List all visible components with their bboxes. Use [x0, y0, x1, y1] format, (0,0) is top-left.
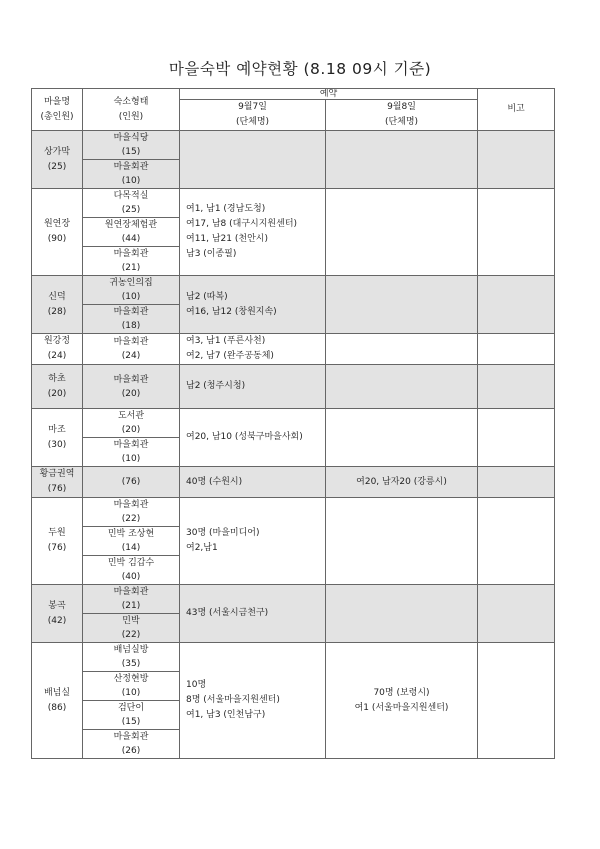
- header-day1: 9월7일 (단체명): [180, 100, 326, 131]
- table-row: [32, 409, 555, 438]
- cell-line: 여17, 남8 (대구시지원센터): [186, 219, 298, 229]
- lodging-cell: [83, 730, 180, 759]
- day1-cell: [180, 365, 326, 409]
- day2-cell: [326, 131, 478, 189]
- cell-line: 여11, 남21 (천안시): [186, 234, 268, 244]
- cell-line: 원연장: [43, 219, 71, 229]
- header-village: 마을명 (총인원): [32, 89, 83, 131]
- village-name-cell: [32, 276, 83, 334]
- lodging-cell: [83, 672, 180, 701]
- cell-line: 여1 (서울마을지원센터): [354, 702, 449, 713]
- cell-line: (90): [47, 234, 67, 244]
- cell-line: 민박 조상현: [107, 529, 155, 539]
- cell-line: (25): [121, 205, 141, 215]
- lodging-cell: [83, 189, 180, 218]
- table-row: [32, 189, 555, 218]
- cell-line: 신덕: [48, 291, 66, 302]
- cell-line: (35): [121, 659, 141, 669]
- cell-line: (42): [47, 615, 67, 626]
- cell-line: (22): [121, 630, 141, 640]
- cell-line: 남2 (따복): [186, 291, 228, 302]
- day2-cell: [326, 409, 478, 467]
- day2-cell: [326, 276, 478, 334]
- cell-line: 마을회관: [113, 337, 149, 347]
- cell-line: (10): [121, 176, 141, 186]
- cell-line: (22): [121, 514, 141, 524]
- remarks-cell: [478, 498, 555, 585]
- lodging-cell: [83, 614, 180, 643]
- cell-line: 남3 (이종필): [186, 249, 237, 259]
- cell-line: 귀농인의집: [109, 278, 153, 288]
- cell-line: (76): [47, 484, 67, 494]
- village-name-cell: [32, 467, 83, 498]
- cell-line: 다목적실: [113, 191, 149, 201]
- table-row: [32, 498, 555, 527]
- day2-cell: [326, 334, 478, 365]
- cell-line: 70명 (보령시): [373, 687, 430, 698]
- remarks-cell: [478, 409, 555, 467]
- cell-line: (21): [121, 601, 141, 611]
- cell-line: (76): [47, 543, 67, 553]
- cell-line: (20): [121, 388, 141, 399]
- reservation-table: [31, 88, 555, 759]
- cell-line: 마을회관: [113, 162, 149, 172]
- cell-line: 원강정: [43, 336, 71, 346]
- cell-line: (20): [47, 388, 67, 399]
- remarks-cell: [478, 585, 555, 643]
- cell-line: (15): [121, 147, 141, 157]
- table-row: [32, 365, 555, 409]
- cell-line: 여1, 남1 (경남도청): [186, 204, 266, 214]
- cell-line: 여20, 남10 (성북구마을사회): [186, 432, 303, 442]
- cell-line: (30): [47, 439, 67, 450]
- lodging-cell: [83, 498, 180, 527]
- cell-line: 여2,남1: [186, 543, 218, 553]
- village-name-cell: [32, 498, 83, 585]
- header-remarks: 비고: [478, 89, 555, 131]
- lodging-cell: [83, 218, 180, 247]
- cell-line: 상가막: [43, 146, 71, 157]
- header-day2: 9월8일 (단체명): [326, 100, 478, 131]
- day1-cell: [180, 276, 326, 334]
- cell-line: 산정현방: [113, 674, 149, 684]
- cell-line: 여1, 남3 (인천남구): [186, 710, 266, 720]
- cell-line: 마을회관: [113, 440, 149, 450]
- cell-line: (76): [121, 477, 141, 487]
- remarks-cell: [478, 643, 555, 759]
- remarks-cell: [478, 131, 555, 189]
- cell-line: (15): [121, 717, 141, 727]
- cell-line: 남2 (청주시청): [186, 381, 246, 391]
- cell-line: 도서관: [117, 411, 145, 421]
- day1-cell: [180, 409, 326, 467]
- cell-line: 마조: [48, 424, 66, 435]
- day2-cell: [326, 365, 478, 409]
- header-reservation: 예약: [180, 89, 478, 100]
- cell-line: 배넘실방: [113, 645, 149, 655]
- day2-cell: [326, 643, 478, 759]
- cell-line: 마을회관: [113, 732, 149, 742]
- day1-cell: [180, 131, 326, 189]
- village-name-cell: [32, 189, 83, 276]
- table-row: [32, 643, 555, 672]
- day1-cell: [180, 467, 326, 498]
- village-name-cell: [32, 409, 83, 467]
- day2-cell: [326, 189, 478, 276]
- cell-line: (26): [121, 746, 141, 756]
- lodging-cell: [83, 701, 180, 730]
- lodging-cell: [83, 438, 180, 467]
- table-row: [32, 467, 555, 498]
- lodging-cell: [83, 585, 180, 614]
- day1-cell: [180, 498, 326, 585]
- cell-line: 배넘실: [43, 687, 71, 698]
- cell-line: 하초: [48, 373, 66, 384]
- village-name-cell: [32, 334, 83, 365]
- day1-cell: [180, 585, 326, 643]
- cell-line: (24): [47, 351, 67, 361]
- cell-line: 10명: [186, 680, 207, 690]
- village-name-cell: [32, 131, 83, 189]
- day2-cell: [326, 585, 478, 643]
- cell-line: 민박 김갑수: [107, 558, 155, 568]
- cell-line: (18): [121, 321, 141, 331]
- remarks-cell: [478, 334, 555, 365]
- cell-line: 두원: [48, 528, 66, 538]
- table-row: [32, 276, 555, 305]
- cell-line: 검단이: [117, 703, 145, 713]
- day2-cell: [326, 498, 478, 585]
- lodging-cell: [83, 131, 180, 160]
- remarks-cell: [478, 189, 555, 276]
- lodging-cell: [83, 556, 180, 585]
- cell-line: 여3, 남1 (푸른사천): [186, 336, 266, 346]
- cell-line: (86): [47, 702, 67, 713]
- cell-line: 마을회관: [113, 374, 149, 385]
- cell-line: (10): [121, 454, 141, 464]
- cell-line: (14): [121, 543, 141, 553]
- cell-line: 30명 (마을미디어): [186, 528, 260, 538]
- cell-line: 8명 (서울마을지원센터): [186, 695, 280, 705]
- cell-line: (24): [121, 351, 141, 361]
- cell-line: 여16, 남12 (창원지속): [186, 306, 277, 317]
- cell-line: 마을회관: [113, 587, 149, 597]
- table-row: [32, 131, 555, 160]
- cell-line: 봉곡: [48, 600, 66, 611]
- cell-line: 마을회관: [113, 249, 149, 259]
- lodging-cell: [83, 305, 180, 334]
- lodging-cell: [83, 334, 180, 365]
- village-name-cell: [32, 365, 83, 409]
- lodging-cell: [83, 527, 180, 556]
- cell-line: (25): [47, 161, 67, 172]
- remarks-cell: [478, 365, 555, 409]
- cell-line: 마을회관: [113, 500, 149, 510]
- remarks-cell: [478, 467, 555, 498]
- cell-line: (21): [121, 263, 141, 273]
- day1-cell: [180, 334, 326, 365]
- cell-line: 원연장체험관: [104, 220, 158, 230]
- cell-line: 황금권역: [39, 469, 75, 479]
- cell-line: (40): [121, 572, 141, 582]
- lodging-cell: [83, 365, 180, 409]
- cell-line: 43명 (서울시금천구): [186, 608, 269, 618]
- cell-line: 마을회관: [113, 307, 149, 317]
- remarks-cell: [478, 276, 555, 334]
- day2-cell: [326, 467, 478, 498]
- cell-line: 민박: [122, 616, 140, 626]
- village-name-cell: [32, 643, 83, 759]
- page-title: 마을숙박 예약현황 (8.18 09시 기준): [168, 60, 432, 78]
- cell-line: (10): [121, 292, 141, 302]
- village-name-cell: [32, 585, 83, 643]
- lodging-cell: [83, 247, 180, 276]
- cell-line: 40명 (수원시): [186, 476, 243, 487]
- lodging-cell: [83, 467, 180, 498]
- cell-line: (20): [121, 425, 141, 435]
- lodging-cell: [83, 276, 180, 305]
- table-row: [32, 334, 555, 365]
- day1-cell: [180, 189, 326, 276]
- lodging-cell: [83, 643, 180, 672]
- cell-line: (10): [121, 688, 141, 698]
- cell-line: (44): [121, 234, 141, 244]
- table-row: [32, 585, 555, 614]
- lodging-cell: [83, 160, 180, 189]
- cell-line: 마을식당: [113, 133, 149, 143]
- cell-line: (28): [47, 306, 67, 317]
- cell-line: 여20, 남자20 (강릉시): [356, 476, 447, 487]
- cell-line: 여2, 남7 (완주공동체): [186, 351, 274, 361]
- lodging-cell: [83, 409, 180, 438]
- header-lodging: 숙소형태 (인원): [83, 89, 180, 131]
- day1-cell: [180, 643, 326, 759]
